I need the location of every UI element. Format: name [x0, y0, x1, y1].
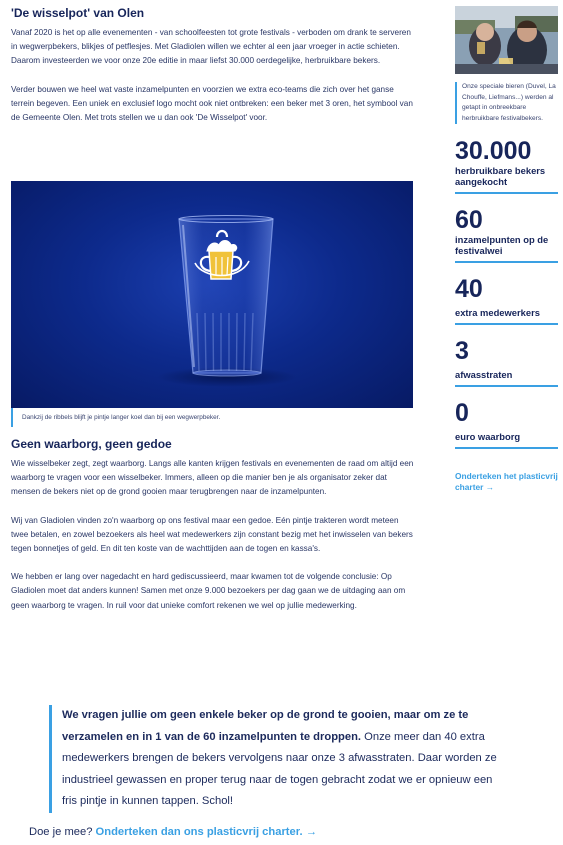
sidebar-charter-link[interactable]	[455, 471, 558, 492]
main-column	[11, 6, 414, 139]
stat-label: inzamelpunten op de festivalwei	[455, 234, 549, 256]
festival-photo	[455, 6, 558, 74]
charter-link[interactable]	[96, 826, 317, 838]
pull-quote	[49, 705, 509, 813]
stat-number: 60	[455, 206, 483, 234]
quote-rest: Onze meer dan 40 extra medewerkers brengen de bekers vervolgens naar onze 3 afwasstraten. Daar worden ze industrieel gewassen en proper terug naar de togen gebracht zodat we er opnieuw een fris pintje in kunnen tappen. Schol!	[62, 730, 497, 807]
stat-number: 0	[455, 399, 469, 427]
stat-medewerkers	[455, 275, 558, 325]
charter-link-text: Onderteken dan ons plasticvrij charter.	[95, 826, 303, 838]
stat-number: 40	[455, 275, 483, 303]
paragraph: Vanaf 2020 is het op alle evenementen - van schoolfeesten tot grote festivals - verboden om drank te serveren in wegwerpbekers, blikjes of petflesjes. Met Gladiolen willen we echter al een jaar vroeger in actie schieten. Daarom investeerden we voor onze 20e editie in maar liefst 30.000 oerdegelijke, herbruikbare bekers.	[11, 28, 411, 66]
stat-afwasstraten	[455, 337, 558, 387]
paragraph: Verder bouwen we heel wat vaste inzamelpunten en voorzien we extra eco-teams die zich over het ganse terrein begeven. Een uniek en exclusief logo mocht ook niet ontbreken: een beker met 3 oren, het symbool van de Gemeente Olen. Met trots stellen we u dan ook 'De Wisselpot' voor.	[11, 84, 413, 123]
call-to-action	[29, 824, 317, 840]
stat-inzamelpunten	[455, 206, 558, 263]
section-title-wisselpot: 'De wisselpot' van Olen	[11, 6, 145, 20]
cta-prefix: Doe je mee?	[29, 826, 93, 838]
section-waarborg	[11, 437, 414, 627]
sidebar-charter-link-text: Onderteken het plasticvrij charter	[455, 471, 558, 492]
paragraph: Wij van Gladiolen vinden zo'n waarborg op ons festival maar een gedoe. Eén pintje trakteren wordt meteen twee betalen, en zowel bezoekers als heel wat medewerkers zijn constant bezig met het inwisselen van bekers tegen bonnetjes of geld. En dit ten koste van de wachttijden aan de togen en kassa's.	[11, 515, 413, 554]
stat-number: 30.000	[455, 137, 532, 165]
cup-illustration	[11, 181, 413, 408]
hero-caption: Dankzij de ribbels blijft je pintje langer koel dan bij een wegwerpbeker.	[11, 408, 413, 427]
stat-number: 3	[455, 337, 469, 365]
stat-bekers	[455, 137, 558, 194]
arrow-right-icon: →	[305, 826, 317, 838]
photo-caption: Onze speciale bieren (Duvel, La Chouffe, Liefmans...) werden al getapt in onbreekbare herbruikbare festivalbekers.	[455, 82, 558, 124]
stat-label: euro waarborg	[455, 431, 521, 442]
section-title-waarborg: Geen waarborg, geen gedoe	[11, 437, 172, 451]
stat-waarborg	[455, 399, 558, 449]
paragraph: Wie wisselbeker zegt, zegt waarborg. Langs alle kanten krijgen festivals en evenementen de raad om altijd een waarborg te vragen voor een wisselbeker. Immers, alleen op die manier ben je als organisator zeker dat mensen de bekers niet op de grond gooien maar terugbrengen naar de inzamelpunten.	[11, 459, 414, 497]
stat-label: afwasstraten	[455, 369, 513, 380]
arrow-right-icon: →	[485, 481, 495, 492]
paragraph: We hebben er lang over nagedacht en hard gediscussieerd, maar kwamen tot de volgende conclusie: Op Gladiolen moet dat anders kunnen! Samen met onze 9.000 bezoekers per dag gaan we de uitdaging aan om geen waarborg te vragen. In ruil voor dat unieke comfort rekenen we wel op jullie medewerking.	[11, 572, 406, 610]
hero-image-cup	[11, 181, 413, 408]
stat-label: herbruikbare bekers aangekocht	[455, 165, 546, 187]
quote-bold: We vragen jullie om geen enkele beker op de grond te gooien, maar om ze te verzamelen en in 1 van de 60 inzamelpunten te droppen.	[62, 709, 469, 743]
sidebar	[455, 6, 558, 492]
stat-label: extra medewerkers	[455, 307, 540, 318]
